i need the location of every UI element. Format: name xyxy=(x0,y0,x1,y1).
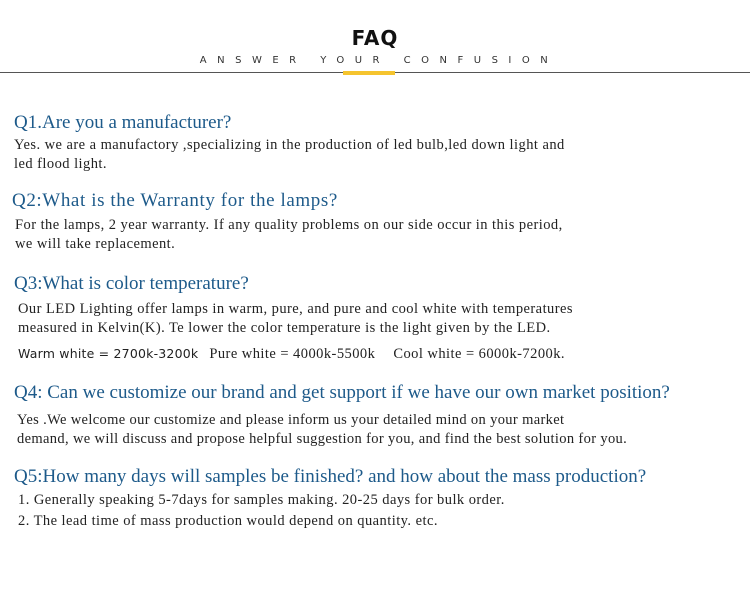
answer-1-line-1: Yes. we are a manufactory ,specializing in the production of led bulb,led down light and xyxy=(14,137,565,153)
answer-5 xyxy=(18,491,505,531)
answer-1 xyxy=(14,136,565,174)
pure-white-value: Pure white = 4000k-5500k xyxy=(209,346,376,362)
page-subtitle: ANSWER YOUR CONFUSION xyxy=(199,55,559,66)
color-temperature-line xyxy=(18,344,565,364)
question-2: Q2:What is the Warranty for the lamps? xyxy=(12,190,338,211)
page-title: FAQ xyxy=(351,26,399,50)
answer-3-line-2: measured in Kelvin(K). Te lower the color temperature is the light given by the LED. xyxy=(18,320,551,336)
answer-4-line-2: demand, we will discuss and propose helpful suggestion for you, and find the best solution for you. xyxy=(17,431,628,447)
answer-1-line-2: led flood light. xyxy=(14,156,107,172)
cool-white-value: Cool white = 6000k-7200k. xyxy=(393,346,565,362)
faq-header xyxy=(0,0,750,80)
answer-5-line-2: 2. The lead time of mass production would depend on quantity. etc. xyxy=(18,513,438,529)
answer-3 xyxy=(18,300,573,338)
question-5: Q5:How many days will samples be finished? and how about the mass production? xyxy=(14,466,647,487)
answer-2-line-2: we will take replacement. xyxy=(15,236,176,252)
answer-5-line-1: 1. Generally speaking 5-7days for samples making. 20-25 days for bulk order. xyxy=(18,492,505,508)
question-1: Q1.Are you a manufacturer? xyxy=(14,112,232,133)
answer-4 xyxy=(17,411,627,449)
answer-2 xyxy=(15,216,563,254)
question-4: Q4: Can we customize our brand and get support if we have our own market position? xyxy=(14,382,670,403)
answer-2-line-1: For the lamps, 2 year warranty. If any quality problems on our side occur in this period, xyxy=(15,217,563,233)
warm-white-value: Warm white = 2700k-3200k xyxy=(18,346,199,361)
answer-4-line-1: Yes .We welcome our customize and please inform us your detailed mind on your market xyxy=(17,412,565,428)
accent-bar xyxy=(343,71,395,75)
question-3: Q3:What is color temperature? xyxy=(14,273,249,294)
answer-3-line-1: Our LED Lighting offer lamps in warm, pure, and pure and cool white with temperatures xyxy=(18,301,574,317)
